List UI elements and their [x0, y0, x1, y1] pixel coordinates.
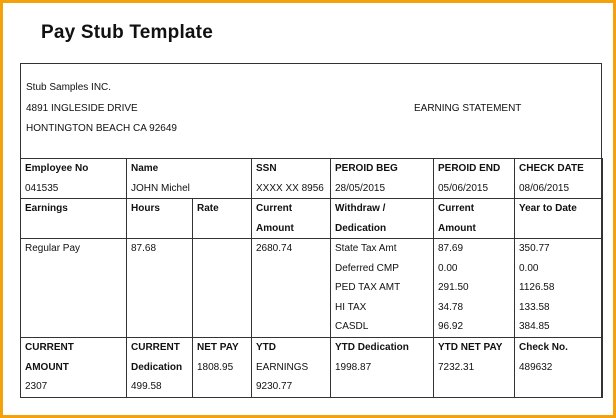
summary-ytd-net-pay: 7232.31	[438, 361, 475, 373]
summary-ytd-earnings: 9230.77	[256, 381, 293, 392]
summary-current-dedication-label-1: CURRENT	[131, 342, 180, 353]
summary-ytd-earnings-label: EARNINGS	[256, 361, 309, 373]
deduction-ytd: 350.77	[519, 243, 550, 254]
page-title: Pay Stub Template	[41, 22, 213, 43]
summary-net-pay: 1808.95	[197, 361, 234, 373]
check-date-label: CHECK DATE	[519, 163, 584, 174]
earnings-body-row	[21, 239, 603, 338]
summary-ytd-net-pay-label: YTD NET PAY	[438, 342, 503, 353]
pay-stub	[20, 63, 602, 398]
period-beg-label: PEROID BEG	[335, 163, 398, 174]
earning-rate	[197, 239, 247, 259]
deduction-ytd: 0.00	[519, 262, 539, 274]
deduction-current: 87.69	[438, 243, 464, 254]
deduction-current-cell	[434, 239, 515, 338]
summary-ytd-dedication-label: YTD Dedication	[335, 342, 409, 353]
summary-current-dedication-cell	[127, 338, 193, 398]
deduction-name: Deferred CMP	[335, 262, 399, 274]
employee-name: JOHN Michel	[131, 182, 190, 194]
employee-no-label: Employee No	[25, 163, 89, 174]
deduction-names-cell	[331, 239, 434, 338]
pay-table	[20, 158, 603, 398]
earning-type: Regular Pay	[25, 243, 81, 254]
summary-net-pay-label: NET PAY	[197, 342, 239, 353]
current-amount-label-2: Amount	[256, 222, 294, 234]
period-end-cell	[434, 159, 515, 199]
summary-net-pay-cell	[193, 338, 252, 398]
current-header	[434, 199, 515, 239]
earning-rate-cell	[193, 239, 252, 338]
earning-hours: 87.68	[131, 243, 157, 254]
company-street: 4891 INGLESIDE DRIVE	[26, 103, 138, 114]
earning-amount-cell	[252, 239, 331, 338]
company-name: Stub Samples INC.	[26, 82, 112, 93]
period-end-label: PEROID END	[438, 163, 501, 174]
employee-row	[21, 159, 603, 199]
deduction-current: 34.78	[438, 301, 464, 313]
ytd-label: Year to Date	[519, 203, 577, 214]
summary-ytd-label: YTD	[256, 342, 276, 353]
statement-title: EARNING STATEMENT	[414, 103, 522, 114]
deduction-name: HI TAX	[335, 301, 367, 313]
check-date-cell	[515, 159, 603, 199]
current-label-1: Current	[438, 203, 475, 214]
summary-ytd-dedication: 1998.87	[335, 361, 372, 373]
current-amount-label-1: Current	[256, 203, 293, 214]
summary-ytd-net-pay-cell	[434, 338, 515, 398]
summary-check-no-cell	[515, 338, 603, 398]
summary-ytd-dedication-cell	[331, 338, 434, 398]
summary-current-amount-label-2: AMOUNT	[25, 361, 69, 373]
current-amount-header	[252, 199, 331, 239]
ssn-value: XXXX XX 8956	[256, 182, 324, 194]
earning-hours-cell	[127, 239, 193, 338]
earnings-label: Earnings	[25, 203, 68, 214]
deduction-name: State Tax Amt	[335, 243, 397, 254]
earning-amount: 2680.74	[256, 243, 293, 254]
ssn-cell	[252, 159, 331, 199]
period-beg-cell	[331, 159, 434, 199]
name-label: Name	[131, 163, 159, 174]
period-beg-value: 28/05/2015	[335, 182, 386, 194]
employee-no-cell	[21, 159, 127, 199]
hours-header	[127, 199, 193, 239]
deduction-current: 291.50	[438, 282, 469, 294]
ssn-label: SSN	[256, 163, 277, 174]
deduction-name: PED TAX AMT	[335, 282, 401, 294]
summary-row	[21, 338, 603, 398]
summary-current-amount: 2307	[25, 381, 48, 392]
summary-current-dedication-label-2: Dedication	[131, 361, 183, 373]
summary-current-dedication: 499.58	[131, 381, 162, 392]
deduction-ytd: 1126.58	[519, 282, 555, 294]
withdraw-header	[331, 199, 434, 239]
hours-label: Hours	[131, 203, 160, 214]
ytd-header	[515, 199, 603, 239]
summary-current-amount-cell	[21, 338, 127, 398]
deduction-current: 96.92	[438, 321, 464, 333]
current-label-2: Amount	[438, 222, 476, 234]
deduction-ytd: 384.85	[519, 321, 550, 333]
summary-check-no-label: Check No.	[519, 342, 568, 353]
check-date-value: 08/06/2015	[519, 182, 570, 194]
deduction-current: 0.00	[438, 262, 458, 274]
summary-ytd-earnings-cell	[252, 338, 331, 398]
name-cell	[127, 159, 252, 199]
deduction-ytd-cell	[515, 239, 603, 338]
summary-check-no: 489632	[519, 361, 553, 373]
deduction-ytd: 133.58	[519, 301, 550, 313]
earning-type-cell	[21, 239, 127, 338]
earnings-header-row	[21, 199, 603, 239]
period-end-value: 05/06/2015	[438, 182, 489, 194]
deduction-name: CASDL	[335, 321, 369, 333]
rate-header	[193, 199, 252, 239]
withdraw-label-1: Withdraw /	[335, 203, 386, 214]
withdraw-label-2: Dedication	[335, 222, 387, 234]
earnings-header	[21, 199, 127, 239]
summary-current-amount-label-1: CURRENT	[25, 342, 74, 353]
rate-label: Rate	[197, 203, 219, 214]
company-city: HONTINGTON BEACH CA 92649	[26, 123, 177, 134]
employee-no: 041535	[25, 182, 59, 194]
